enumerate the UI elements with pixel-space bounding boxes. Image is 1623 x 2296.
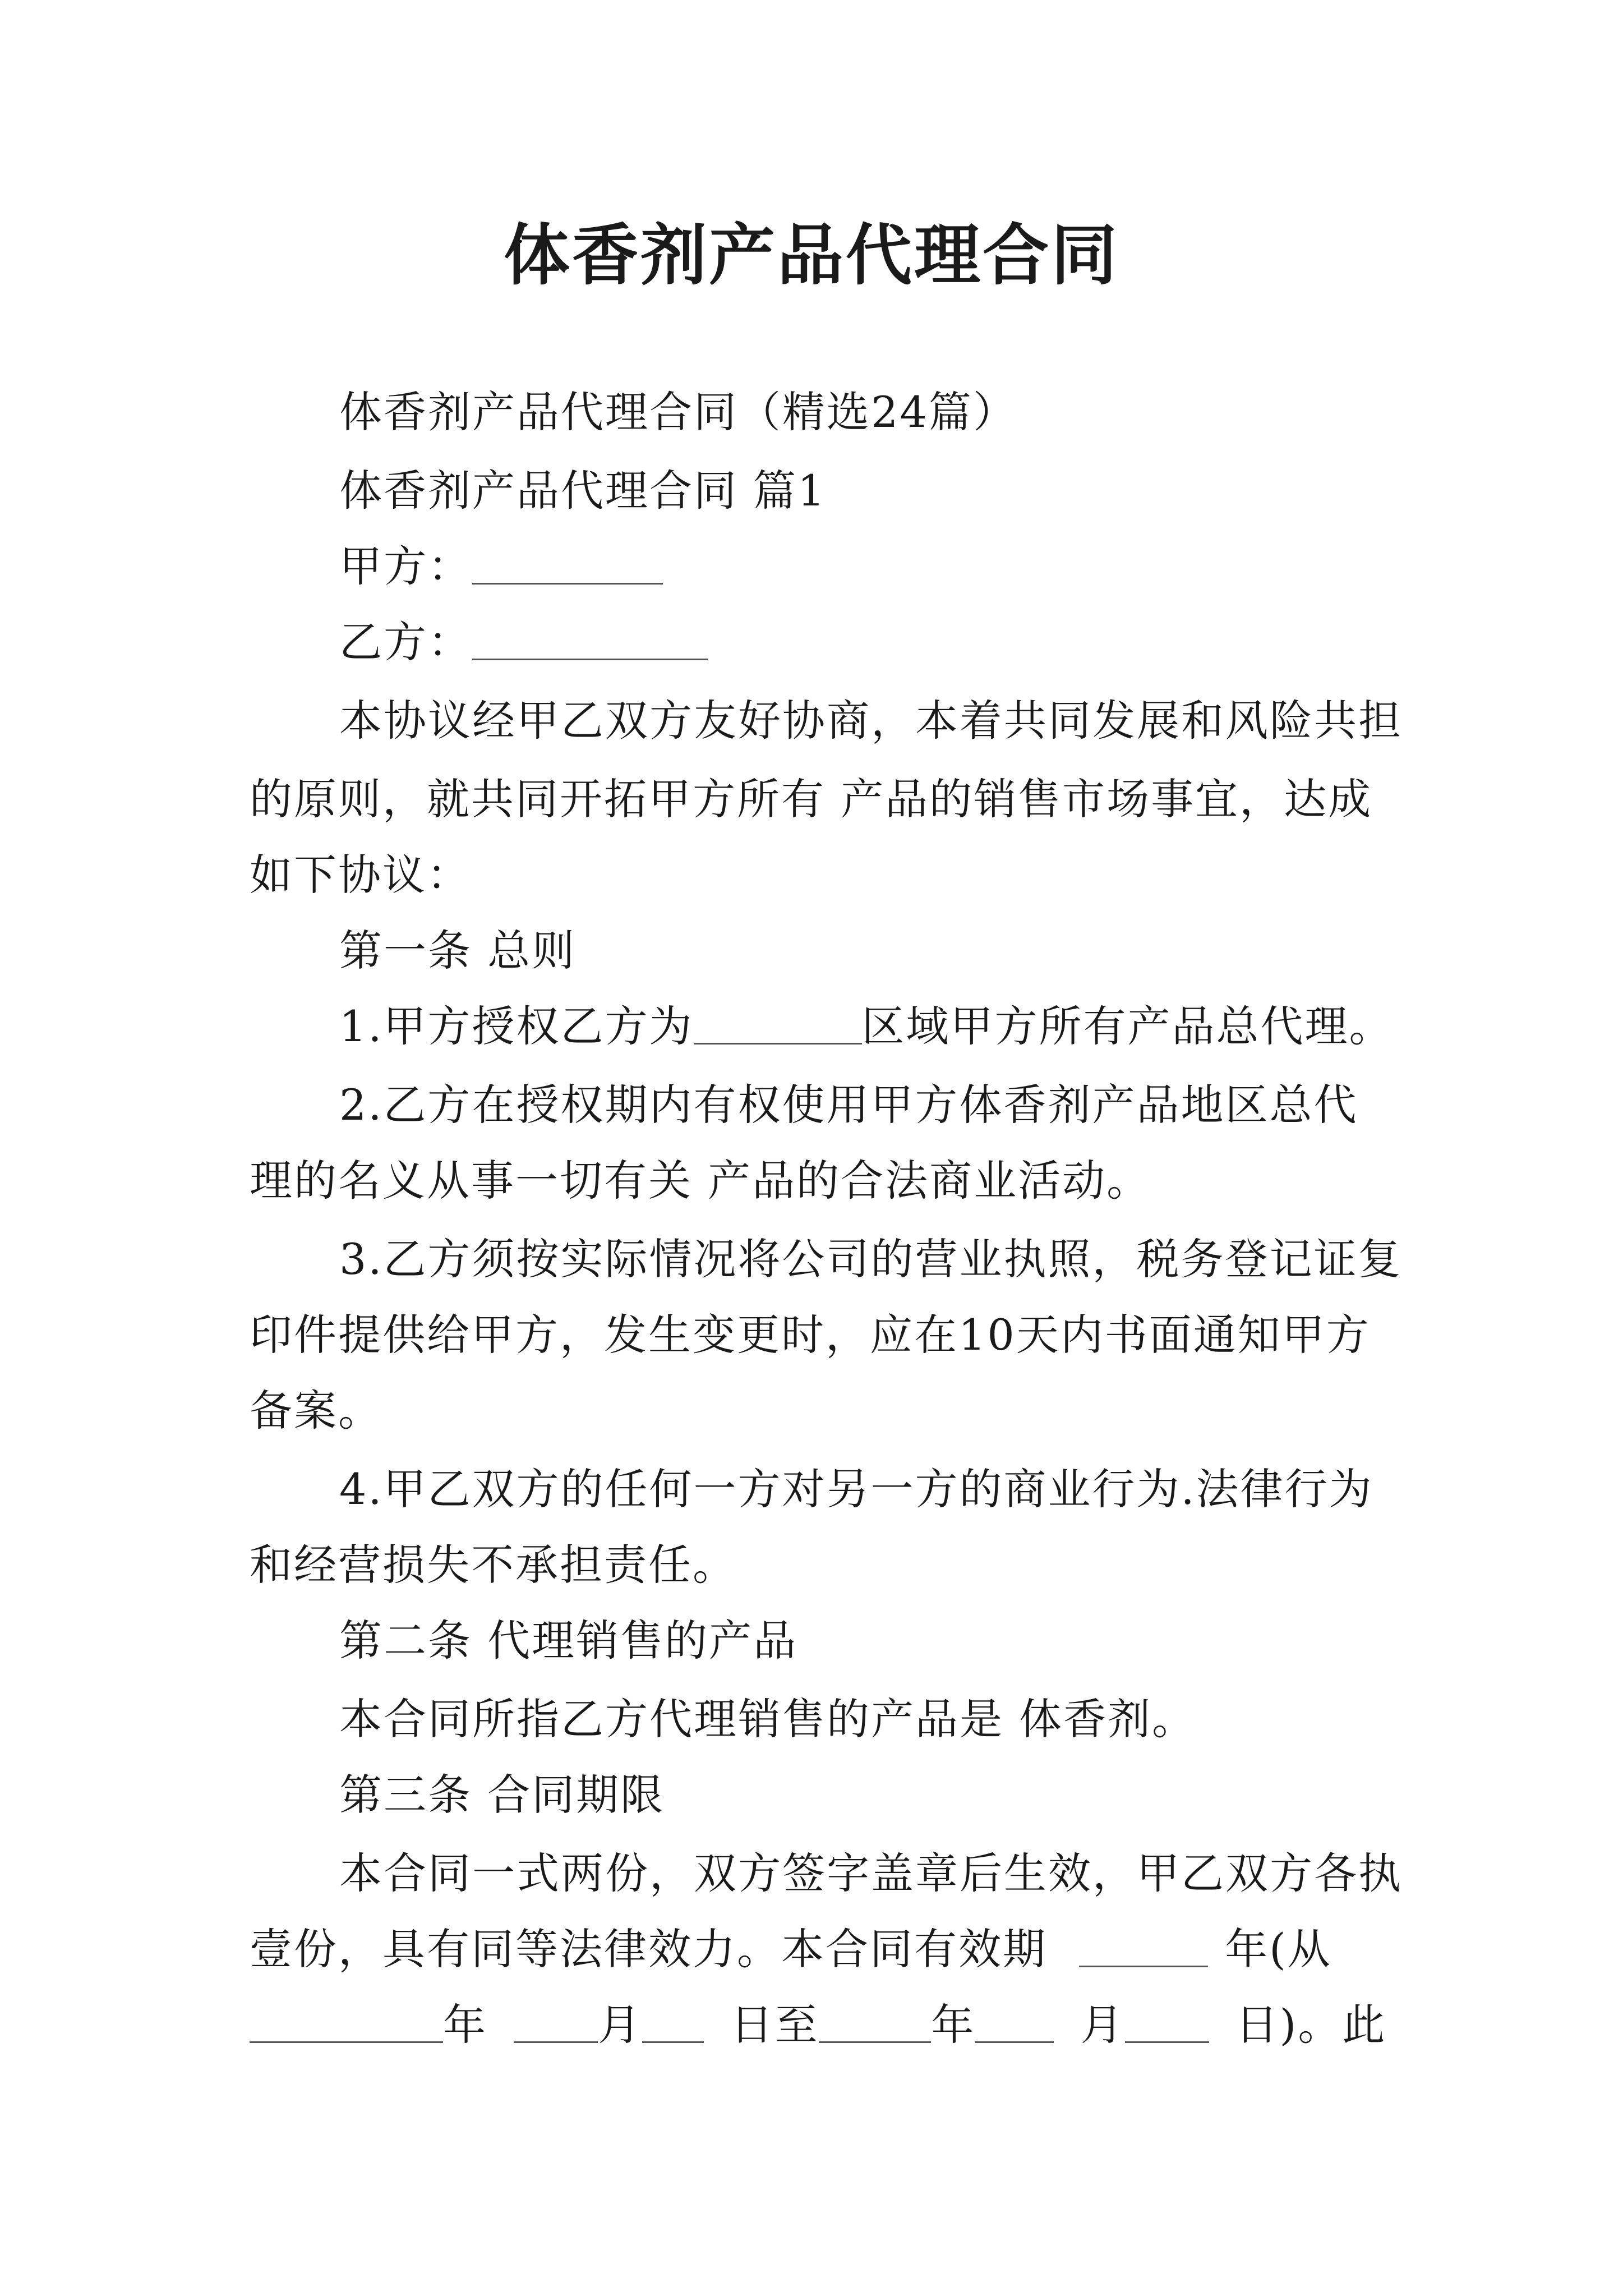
end-year-blank [819,2002,931,2043]
party-b-line [339,617,1472,668]
party-a-label: 甲方： [339,541,472,591]
date-text: 年 [443,2000,487,2050]
paragraph-line: 的原则，就共同开拓甲方所有 产品的销售市场事宜，达成 [250,774,1373,824]
paragraph-line [250,2000,1387,2050]
article-heading: 第一条 总则 [339,926,577,976]
paragraph-line: 和经营损失不承担责任。 [250,1540,737,1590]
paragraph-line: 本合同所指乙方代理销售的产品是 体香剂。 [339,1694,1197,1744]
clause-text: 年(从 [1225,1924,1332,1974]
paragraph-line: 4.甲乙双方的任何一方对另一方的商业行为.法律行为 [339,1464,1373,1514]
end-day-blank [1125,2002,1209,2043]
party-b-label: 乙方： [339,617,472,667]
date-text: 日至 [730,2000,819,2050]
paragraph-line: 2.乙方在授权期内有权使用甲方体香剂产品地区总代 [339,1080,1358,1130]
date-text: 年 [931,2000,976,2050]
paragraph-line: 3.乙方须按实际情况将公司的营业执照，税务登记证复 [339,1234,1403,1284]
paragraph-line: 印件提供给甲方，发生变更时，应在10天内书面通知甲方 [250,1310,1371,1360]
date-text: 月 [598,2000,643,2050]
term-years-blank [1079,1926,1208,1967]
date-text: 月 [1080,2000,1125,2050]
paragraph-line: 如下协议： [250,850,471,900]
article-heading: 第三条 合同期限 [339,1770,665,1820]
clause-text: 壹份，具有同等法律效力。本合同有效期 [250,1924,1047,1974]
party-a-line [339,541,1472,592]
paragraph-line: 理的名义从事一切有关 产品的合法商业活动。 [250,1156,1151,1205]
party-a-blank [472,544,663,585]
subtitle: 体香剂产品代理合同（精选24篇） [339,387,1017,437]
paragraph-line [339,1001,1472,1052]
paragraph-line [250,1924,1382,1975]
paragraph-line: 备案。 [250,1386,382,1435]
start-day-blank [642,2002,704,2043]
paragraph-line: 本合同一式两份，双方签字盖章后生效，甲乙双方各执 [339,1848,1403,1898]
start-month-blank [514,2002,598,2043]
article-heading: 第二条 代理销售的产品 [339,1616,798,1665]
document-title: 体香剂产品代理合同 [503,217,1119,294]
date-text: 日)。此 [1235,2000,1387,2050]
clause-text: 区域甲方所有产品总代理。 [861,1001,1394,1051]
section-heading: 体香剂产品代理合同 篇1 [339,466,827,516]
clause-text: 1.甲方授权乙方为 [339,1001,694,1051]
paragraph-line: 本协议经甲乙双方友好协商，本着共同发展和风险共担 [339,696,1403,746]
end-month-blank [975,2002,1054,2043]
start-year-blank [250,2002,443,2043]
region-blank [694,1004,862,1045]
party-b-blank [472,619,708,660]
